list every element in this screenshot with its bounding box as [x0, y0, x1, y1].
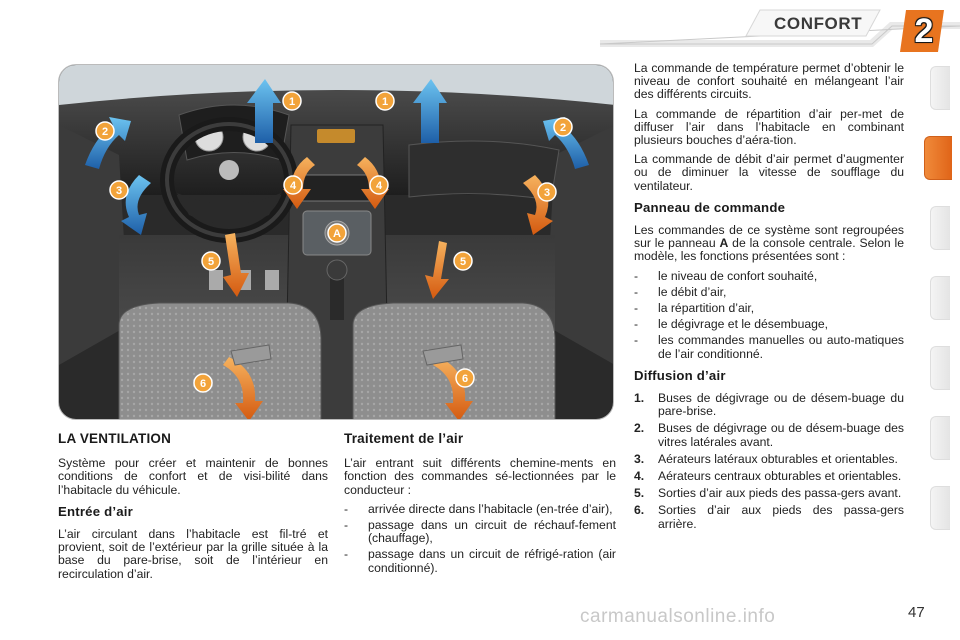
list-number: 1. [634, 391, 645, 406]
ventilation-intro: Système pour créer et maintenir de bonnes conditions de confort et de visi-bilité dans l’habitacle du véhicule. [58, 456, 328, 497]
column-ventilation [58, 432, 328, 587]
list-number: 4. [634, 469, 645, 484]
heading-air-entry: Entrée d’air [58, 503, 133, 519]
callout-label: 3 [543, 187, 551, 199]
control-panel-intro-end: de la console centrale. Selon le modèle, les fonctions présentées sont : [634, 236, 904, 264]
chapter-tab-strip [928, 66, 956, 586]
control-panel-intro-start: Les commandes de ce système sont regroupées sur le panneau [634, 223, 904, 251]
list-bullet: - [634, 268, 639, 283]
list-item-text: la répartition d’air, [658, 301, 755, 316]
callout-2-left [96, 122, 114, 140]
list-item [344, 503, 616, 516]
list-item [634, 302, 904, 315]
panel-label-A: A [719, 236, 729, 251]
callout-label: 3 [115, 185, 123, 197]
list-item [634, 392, 904, 418]
chapter-tab[interactable] [930, 486, 950, 530]
air-diffusion-list [634, 392, 904, 531]
callout-4-right [370, 176, 388, 194]
chapter-tab[interactable] [930, 206, 950, 250]
column-air-treatment [344, 432, 616, 578]
list-bullet: - [344, 518, 349, 533]
callout-2-right [554, 118, 572, 136]
chapter-tab[interactable] [930, 276, 950, 320]
callout-3-left [110, 181, 128, 199]
callout-label: 6 [461, 373, 469, 385]
callout-1-right [376, 92, 394, 110]
callout-label: 2 [559, 122, 567, 134]
list-item [634, 453, 904, 466]
flow-text: La commande de débit d’air permet d’augmenter ou de diminuer la vitesse de soufflage du ventilateur. [634, 152, 904, 193]
column-controls [634, 62, 904, 535]
list-bullet: - [634, 284, 639, 299]
list-item [634, 270, 904, 283]
callout-label: 1 [288, 96, 296, 108]
air-entry-text: L’air circulant dans l’habitacle est fil-tré et provient, soit de l’extérieur par la grille située à la base du pare-brise, soit de l’intérieur en recirculation d’air. [58, 527, 328, 581]
watermark: carmanualsonline.info [580, 606, 776, 627]
callout-label: 5 [459, 256, 467, 268]
chapter-tab[interactable] [930, 66, 950, 110]
list-item [634, 422, 904, 448]
list-item-text: les commandes manuelles ou auto-matiques de l’air conditionné. [658, 333, 904, 361]
list-item-text: arrivée directe dans l’habitacle (en-trée d’air), [368, 501, 613, 516]
callout-3-right [538, 183, 556, 201]
list-item-text: Sorties d’air aux pieds des passa-gers arrière. [658, 503, 904, 531]
callout-6-right [456, 369, 474, 387]
list-bullet: - [344, 501, 349, 516]
chapter-tab[interactable] [930, 416, 950, 460]
list-number: 2. [634, 421, 645, 436]
callout-5-right [454, 252, 472, 270]
page-number: 47 [908, 604, 925, 621]
list-item [344, 519, 616, 545]
callout-label: 2 [101, 126, 109, 138]
list-item [634, 487, 904, 500]
callout-label: 4 [289, 180, 297, 192]
callout-label: 6 [199, 378, 207, 390]
list-item [634, 504, 904, 530]
callout-label: A [333, 228, 341, 240]
list-item [344, 548, 616, 574]
list-item-text: Buses de dégivrage ou de désem-buage du pare-brise. [658, 391, 904, 419]
heading-control-panel: Panneau de commande [634, 199, 786, 215]
list-number: 3. [634, 451, 645, 466]
list-item-text: passage dans un circuit de réfrigé-ration (air conditionné). [368, 547, 616, 575]
list-item [634, 286, 904, 299]
list-item [634, 318, 904, 331]
list-bullet: - [634, 317, 639, 332]
callout-6-left [194, 374, 212, 392]
chapter-tab[interactable] [930, 346, 950, 390]
heading-ventilation: LA VENTILATION [58, 431, 172, 446]
callout-label: 4 [375, 180, 383, 192]
chapter-tab-active[interactable] [924, 136, 952, 180]
list-item-text: passage dans un circuit de réchauf-fement (chauffage), [368, 518, 616, 546]
heading-air-diffusion: Diffusion d’air [634, 367, 726, 383]
list-item-text: Aérateurs latéraux obturables et orientables. [658, 451, 898, 466]
list-item-text: le dégivrage et le désembuage, [658, 317, 829, 332]
callout-A [328, 224, 346, 242]
control-panel-intro [634, 224, 904, 264]
list-item-text: le niveau de confort souhaité, [658, 268, 818, 283]
list-item-text: Buses de dégivrage ou de désem-buage des vitres latérales avant. [658, 421, 904, 449]
list-number: 5. [634, 486, 645, 501]
control-panel-list [634, 270, 904, 361]
list-number: 6. [634, 503, 645, 518]
list-item-text: Sorties d’air aux pieds des passa-gers avant. [658, 486, 902, 501]
callout-4-left [284, 176, 302, 194]
distribution-text: La commande de répartition d’air per-met de diffuser l’air dans l’habitacle en combinant plusieurs bouches d’aéra-tion. [634, 106, 904, 148]
heading-air-treatment: Traitement de l’air [344, 431, 464, 446]
callout-5-left [202, 252, 220, 270]
callout-label: 1 [381, 96, 389, 108]
list-bullet: - [634, 333, 639, 348]
air-treatment-intro: L’air entrant suit différents chemine-ments en fonction des commandes sé-lectionnées par le conducteur : [344, 456, 616, 497]
list-item-text: le débit d’air, [658, 284, 727, 299]
list-item-text: Aérateurs centraux obturables et orientables. [658, 469, 902, 484]
list-item [634, 334, 904, 360]
ventilation-diagram-photo [58, 64, 614, 420]
list-item [634, 470, 904, 483]
list-bullet: - [634, 301, 639, 316]
section-title: CONFORT [774, 14, 863, 33]
temperature-text: La commande de température permet d’obtenir le niveau de confort souhaité en mélangeant l’air des différents circuits. [634, 61, 904, 102]
chapter-number: 2 [914, 12, 934, 50]
callout-label: 5 [207, 256, 215, 268]
callout-1-left [283, 92, 301, 110]
list-bullet: - [344, 547, 349, 562]
air-treatment-list [344, 503, 616, 575]
